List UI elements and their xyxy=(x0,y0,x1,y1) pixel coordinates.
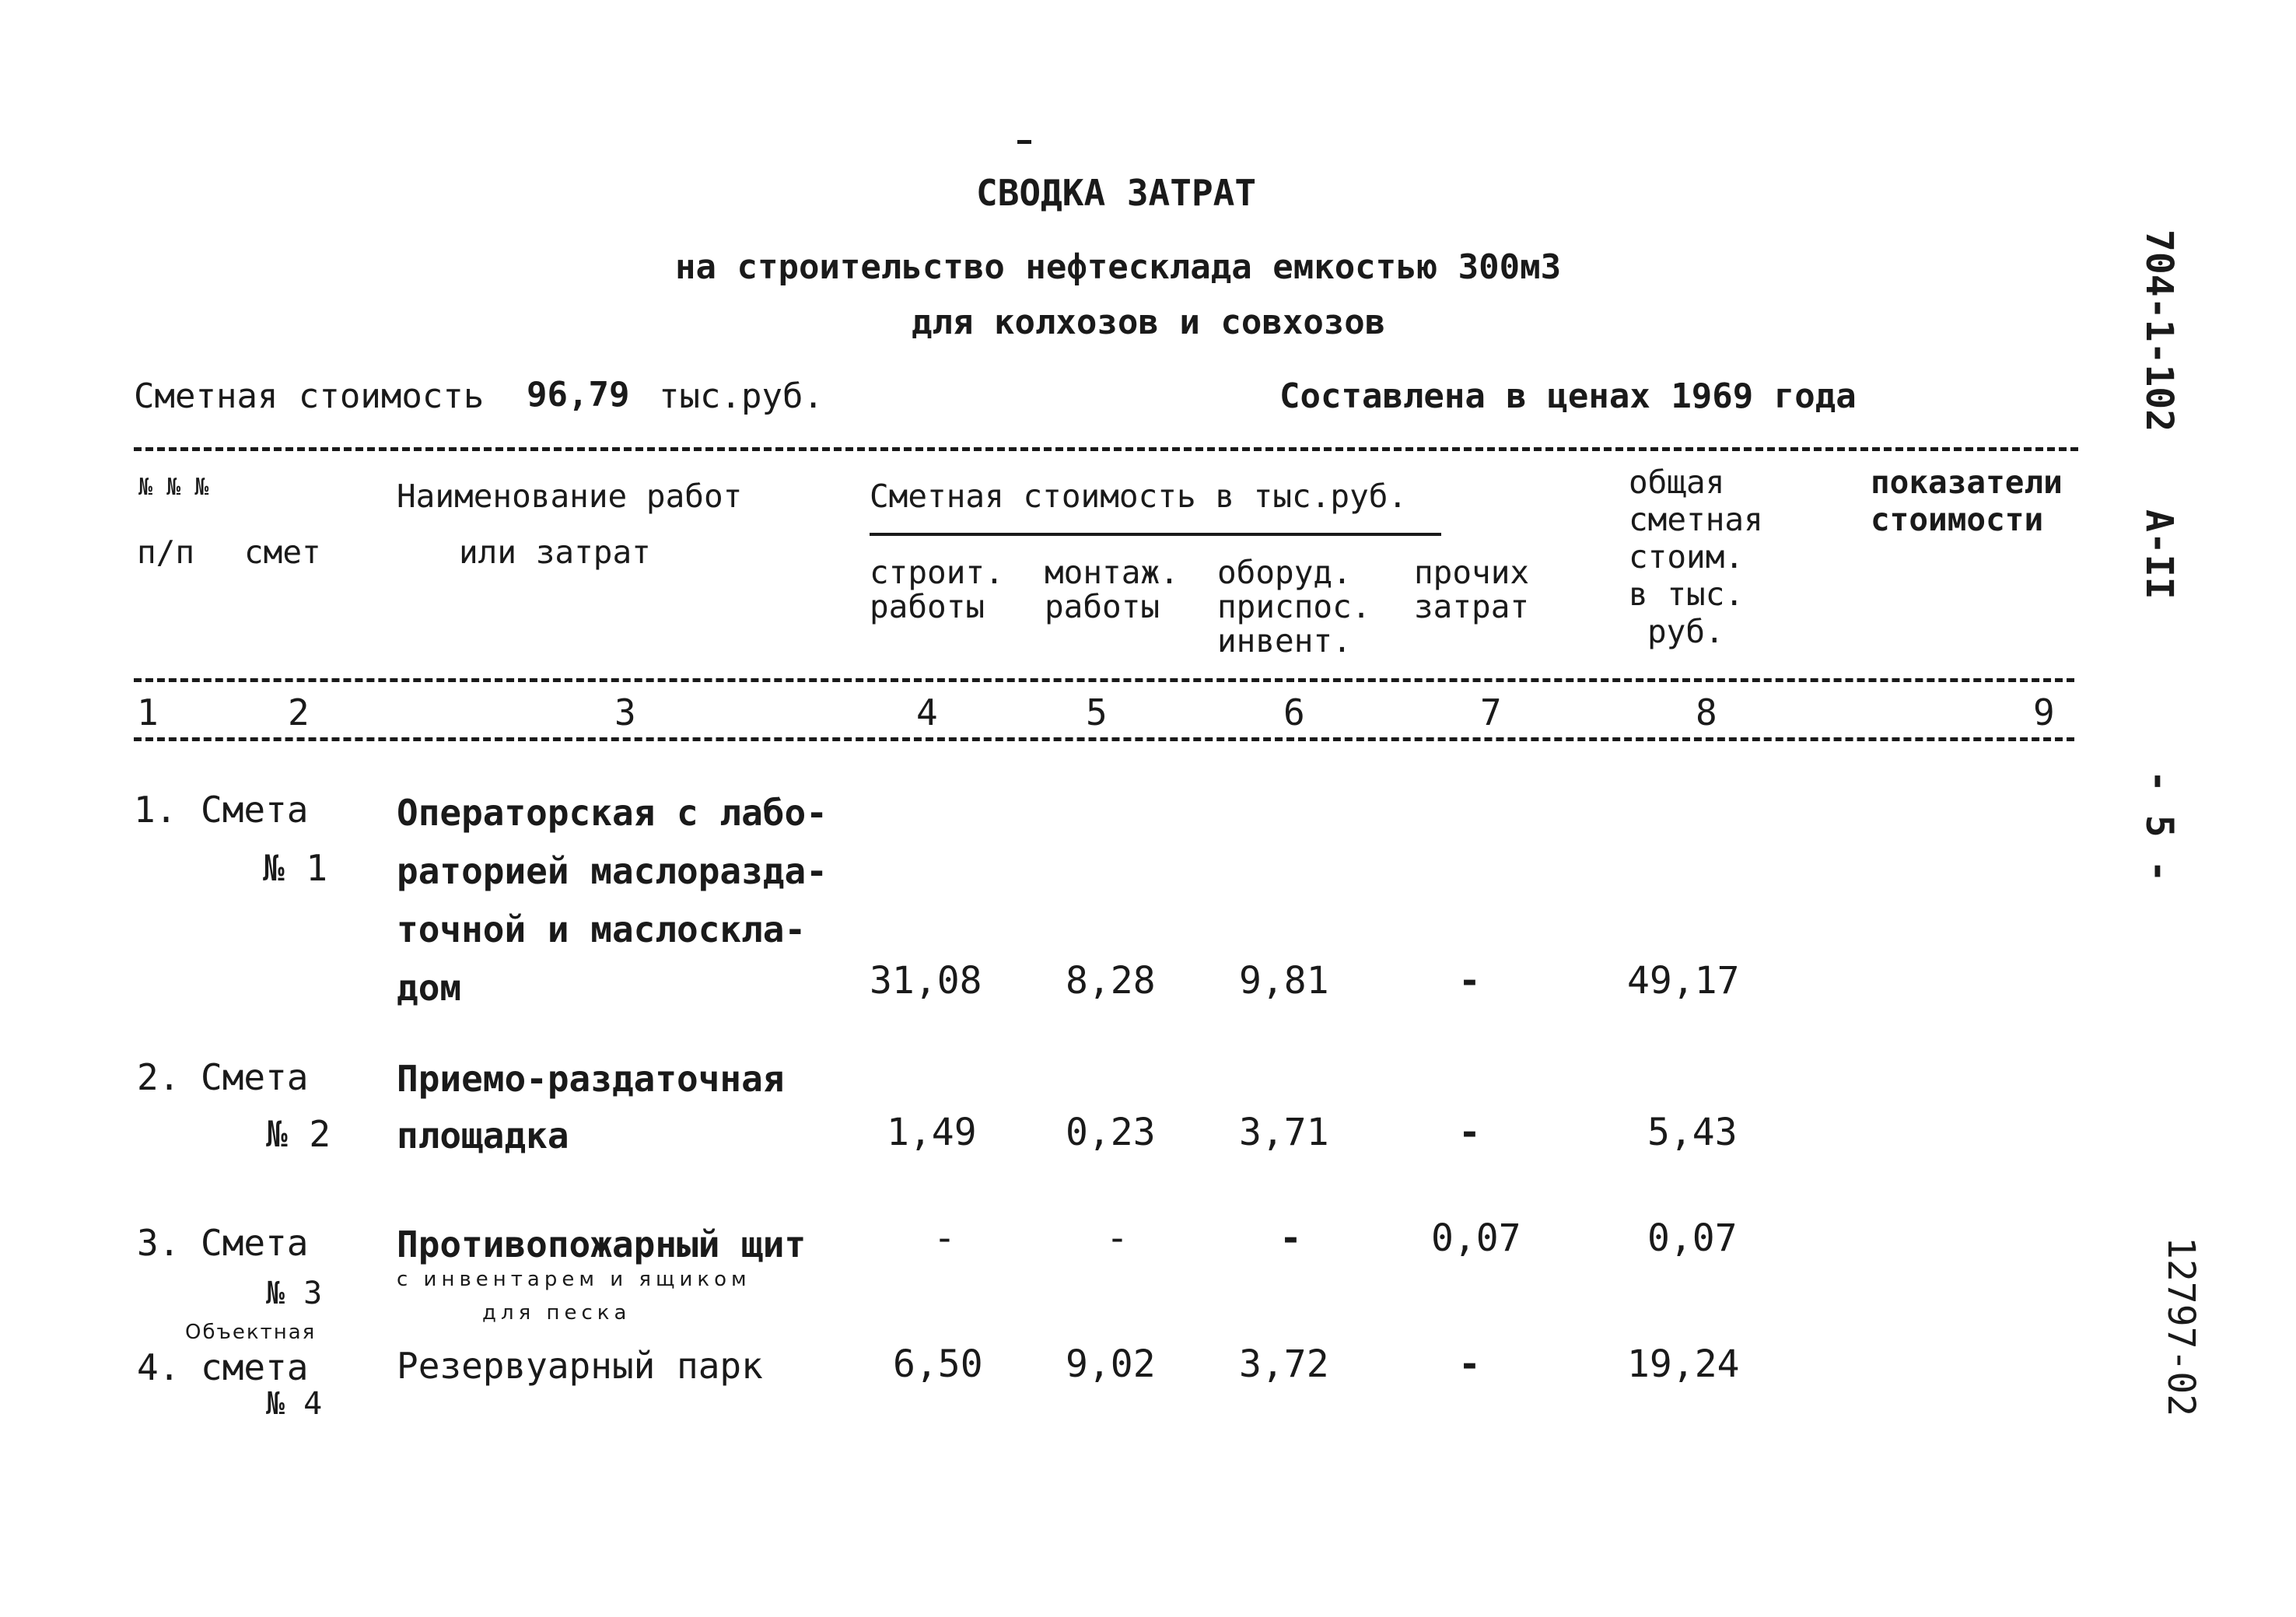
col-number-7: 7 xyxy=(1480,691,1502,733)
col-3-header-line-2: или затрат xyxy=(459,534,651,571)
row-2-name-line-1: Приемо-раздаточная xyxy=(397,1058,785,1100)
estimated-cost-unit: тыс.руб. xyxy=(659,376,824,416)
row-4-installation: 9,02 xyxy=(1066,1342,1156,1386)
cost-group-underline xyxy=(870,533,1441,536)
row-3-construction: - xyxy=(933,1216,956,1260)
row-3-smeta: Смета xyxy=(201,1222,309,1264)
row-2-installation: 0,23 xyxy=(1066,1111,1156,1154)
row-3-number: 3. xyxy=(137,1222,180,1264)
row-4-name-line-1: Резервуарный парк xyxy=(397,1345,763,1387)
col-5-header: монтаж. xyxy=(1045,554,1179,591)
row-1-equipment: 9,81 xyxy=(1239,959,1329,1003)
row-4-number: 4. xyxy=(137,1346,180,1388)
col-number-5: 5 xyxy=(1086,691,1108,733)
col-number-9: 9 xyxy=(2033,691,2055,733)
col-4-header-line-2: работы xyxy=(870,588,985,625)
row-2-total: 5,43 xyxy=(1647,1111,1738,1154)
col-2-header: смет xyxy=(244,534,321,571)
row-4-smeta: смета xyxy=(201,1346,309,1388)
column-numbers-rule xyxy=(134,737,2074,741)
row-1-number: 1. xyxy=(134,789,177,831)
row-4-equipment: 3,72 xyxy=(1239,1342,1329,1386)
col-3-header: Наименование работ xyxy=(397,478,743,515)
row-1-name-line-1: Операторская с лабо- xyxy=(397,792,828,834)
table-top-rule xyxy=(134,447,2078,451)
estimated-cost-value: 96,79 xyxy=(527,375,630,415)
col-number-4: 4 xyxy=(916,691,938,733)
row-4-construction: 6,50 xyxy=(893,1342,983,1386)
col-8-header: общая xyxy=(1629,464,1725,501)
subtitle-line-2: для колхозов и совхозов xyxy=(912,303,1386,342)
row-1-name-line-3: точной и маслоскла- xyxy=(397,908,807,950)
document-code: 704-1-102 xyxy=(2137,229,2181,432)
col-9-header-line-2: стоимости xyxy=(1871,501,2044,538)
page-number: - 5 - xyxy=(2137,770,2181,883)
row-4-smeta-no: № 4 xyxy=(266,1386,323,1422)
col-7-header: прочих xyxy=(1414,554,1530,591)
row-2-other: - xyxy=(1458,1111,1481,1154)
album-code: А-II xyxy=(2137,509,2181,600)
col-number-6: 6 xyxy=(1283,691,1305,733)
col-6-header-line-3: инвент. xyxy=(1217,622,1352,660)
row-1-name-line-4: дом xyxy=(397,967,462,1009)
row-2-number: 2. xyxy=(137,1056,180,1098)
row-3-smeta-no: № 3 xyxy=(266,1276,323,1311)
cost-group-header: Сметная стоимость в тыс.руб. xyxy=(870,478,1408,515)
row-3-note-line-1: с инвентарем и ящиком xyxy=(397,1268,751,1291)
page-title: СВОДКА ЗАТРАТ xyxy=(976,172,1257,214)
row-1-construction: 31,08 xyxy=(870,959,982,1003)
col-8-header-line-4: в тыс. xyxy=(1629,576,1745,613)
col-number-2: 2 xyxy=(288,691,310,733)
row-2-smeta: Смета xyxy=(201,1056,309,1098)
row-1-smeta-no: № 1 xyxy=(263,847,328,889)
row-3-total: 0,07 xyxy=(1647,1216,1738,1260)
col-number-8: 8 xyxy=(1696,691,1717,733)
row-2-smeta-no: № 2 xyxy=(266,1113,331,1155)
row-4-smeta-prefix: Объектная xyxy=(185,1321,317,1344)
col-number-3: 3 xyxy=(614,691,636,733)
row-2-equipment: 3,71 xyxy=(1239,1111,1329,1154)
row-2-construction: 1,49 xyxy=(887,1111,977,1154)
estimated-cost-label: Сметная стоимость xyxy=(134,376,485,416)
top-mark xyxy=(1017,140,1031,144)
row-1-total: 49,17 xyxy=(1627,959,1740,1003)
row-3-other: 0,07 xyxy=(1431,1216,1521,1260)
col-7-header-line-2: затрат xyxy=(1414,588,1530,625)
row-1-other: - xyxy=(1458,959,1481,1003)
col-1-header-line-2: п/п xyxy=(137,534,195,571)
col-8-header-line-2: сметная xyxy=(1629,501,1763,538)
prices-year-note: Составлена в ценах 1969 года xyxy=(1279,376,1857,416)
row-1-smeta: Смета xyxy=(201,789,309,831)
col-8-header-line-5: руб. xyxy=(1647,613,1724,650)
row-1-installation: 8,28 xyxy=(1066,959,1156,1003)
row-4-other: - xyxy=(1458,1342,1481,1386)
col-6-header-line-2: приспос. xyxy=(1217,588,1371,625)
col-8-header-line-3: стоим. xyxy=(1629,538,1745,576)
col-6-header: оборуд. xyxy=(1217,554,1352,591)
row-3-installation: - xyxy=(1106,1216,1129,1260)
row-3-note-line-2: для песка xyxy=(482,1301,632,1325)
col-1-header: № № № xyxy=(138,474,209,501)
row-3-equipment: - xyxy=(1279,1216,1302,1260)
col-number-1: 1 xyxy=(137,691,159,733)
col-9-header: показатели xyxy=(1871,464,2063,501)
header-bottom-rule xyxy=(134,678,2074,682)
row-4-total: 19,24 xyxy=(1627,1342,1740,1386)
col-5-header-line-2: работы xyxy=(1045,588,1160,625)
inventory-number: 12797-02 xyxy=(2159,1237,2203,1417)
subtitle-line-1: на строительство нефтесклада емкостью 300м3 xyxy=(675,247,1562,287)
col-4-header: строит. xyxy=(870,554,1004,591)
row-2-name-line-2: площадка xyxy=(397,1115,569,1157)
row-3-name-line-1: Противопожарный щит xyxy=(397,1223,807,1265)
row-1-name-line-2: раторией маслоразда- xyxy=(397,850,828,892)
